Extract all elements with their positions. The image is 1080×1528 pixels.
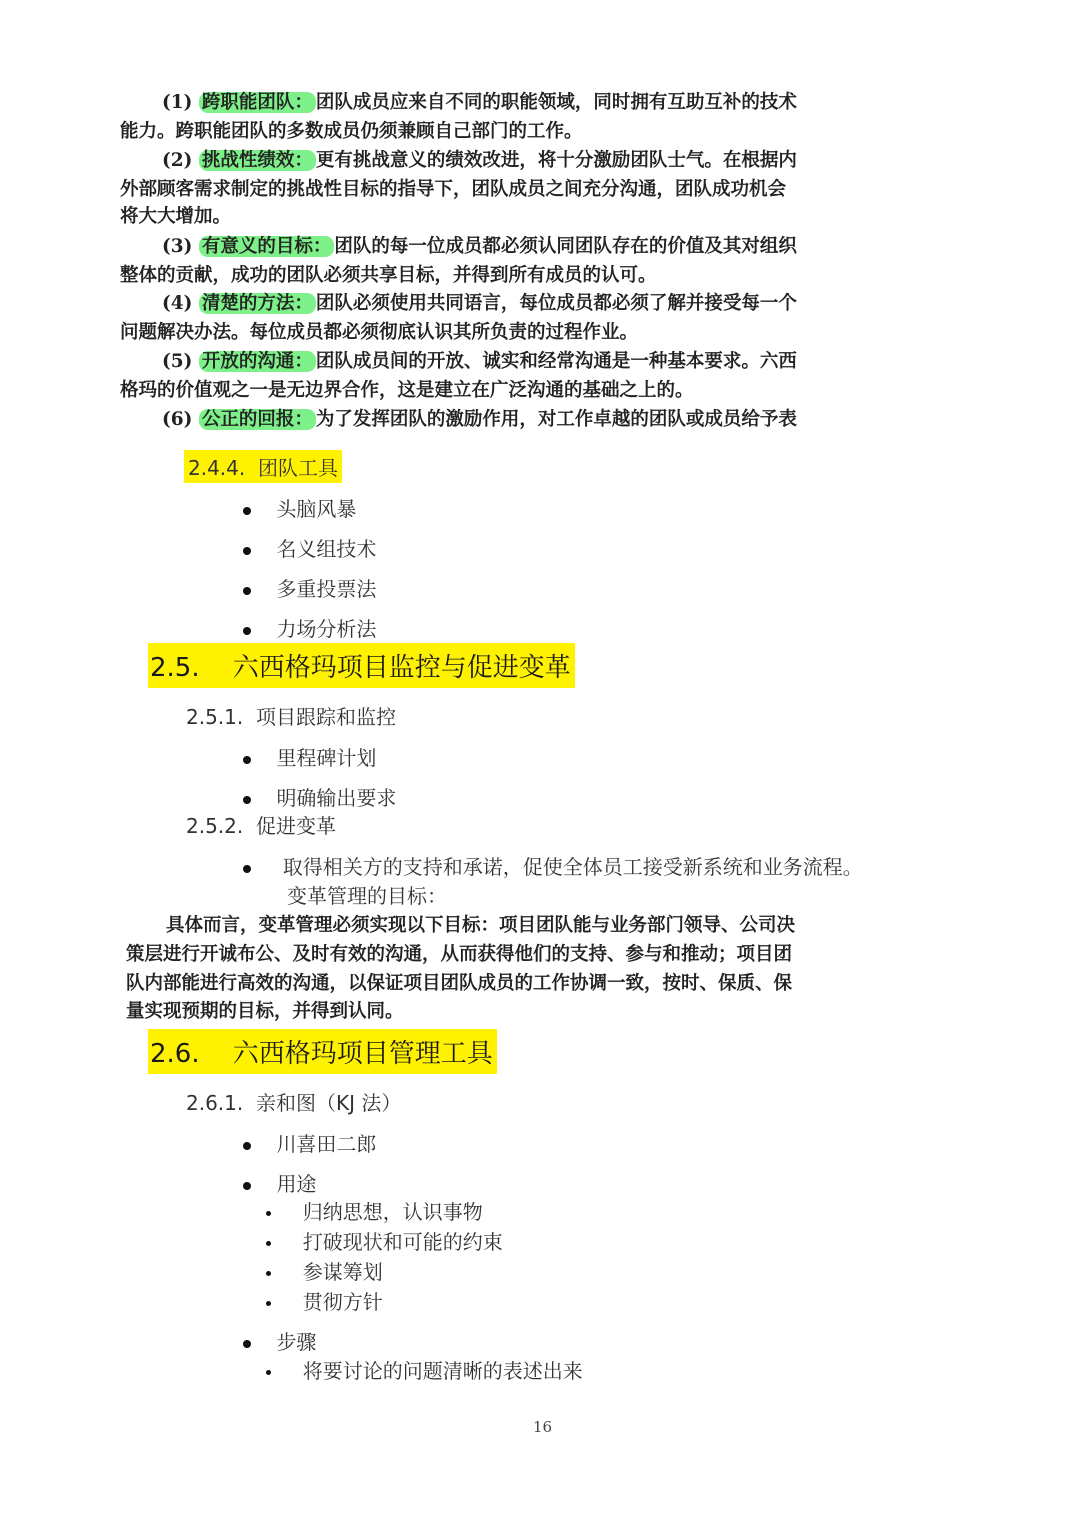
bullet-icon bbox=[243, 796, 251, 804]
page-number: 16 bbox=[533, 1418, 553, 1436]
list-item bbox=[243, 493, 356, 522]
criterion-line: 能力。跨职能团队的多数成员仍须兼顾自己部门的工作。 bbox=[120, 121, 583, 142]
heading-number: 2.5. bbox=[150, 653, 200, 683]
criterion-number: (6) bbox=[162, 409, 193, 430]
list-item-continuation: 变革管理的目标： bbox=[287, 884, 447, 908]
criterion-line: 问题解决办法。每位成员都必须彻底认识其所负责的过程作业。 bbox=[120, 322, 639, 343]
list-item bbox=[243, 1326, 316, 1355]
bullet-icon bbox=[266, 1241, 271, 1246]
criterion-number: (2) bbox=[162, 150, 193, 171]
list-item bbox=[243, 782, 396, 811]
paragraph-line: 量实现预期的目标，并得到认同。 bbox=[126, 1001, 404, 1022]
bullet-icon bbox=[243, 587, 251, 595]
list-item bbox=[243, 742, 376, 771]
heading-number: 2.4.4. bbox=[188, 456, 246, 480]
criterion-text: 为了发挥团队的激励作用，对工作卓越的团队或成员给予表 bbox=[315, 409, 797, 430]
sub-list-item bbox=[266, 1286, 383, 1315]
bullet-icon bbox=[243, 756, 251, 764]
criterion-3-first-line bbox=[162, 232, 797, 258]
criterion-label: 挑战性绩效： bbox=[199, 150, 316, 171]
heading-number: 2.6. bbox=[150, 1039, 200, 1069]
list-item-text: 步骤 bbox=[276, 1330, 317, 1354]
heading-2-6 bbox=[148, 1029, 497, 1074]
list-item-text: 参谋筹划 bbox=[302, 1260, 383, 1284]
criterion-label: 有意义的目标： bbox=[199, 236, 335, 257]
bullet-icon bbox=[266, 1211, 271, 1216]
list-item-text: 名义组技术 bbox=[276, 537, 377, 561]
criterion-label: 开放的沟通： bbox=[199, 351, 316, 372]
heading-2-5 bbox=[148, 643, 575, 688]
list-item-text: 打破现状和可能的约束 bbox=[302, 1230, 503, 1254]
list-item bbox=[243, 1128, 376, 1157]
criterion-6-first-line bbox=[162, 405, 797, 431]
paragraph-line: 具体而言，变革管理必须实现以下目标：项目团队能与业务部门领导、公司决 bbox=[166, 915, 796, 936]
bullet-icon bbox=[266, 1370, 271, 1375]
list-item bbox=[243, 573, 376, 602]
bullet-icon bbox=[243, 1340, 251, 1348]
criterion-label: 清楚的方法： bbox=[199, 293, 316, 314]
list-item bbox=[243, 851, 863, 880]
criterion-5-first-line bbox=[162, 347, 797, 373]
bullet-icon bbox=[243, 547, 251, 555]
heading-number: 2.5.1. bbox=[186, 705, 244, 729]
bullet-icon bbox=[243, 1182, 251, 1190]
criterion-text: 团队的每一位成员都必须认同团队存在的价值及其对组织 bbox=[334, 236, 797, 257]
list-item-text: 将要讨论的问题清晰的表述出来 bbox=[302, 1359, 583, 1383]
list-item-text: 力场分析法 bbox=[276, 617, 377, 641]
heading-title: 促进变革 bbox=[255, 814, 336, 838]
criterion-text: 更有挑战意义的绩效改进，将十分激励团队士气。在根据内 bbox=[315, 150, 797, 171]
bullet-icon bbox=[243, 507, 251, 515]
heading-number: 2.5.2. bbox=[186, 814, 244, 838]
criterion-number: (1) bbox=[162, 92, 193, 113]
list-item-text: 里程碑计划 bbox=[276, 746, 377, 770]
paragraph-line: 队内部能进行高效的沟通，以保证项目团队成员的工作协调一致，按时、保质、保 bbox=[126, 973, 793, 994]
sub-list-item bbox=[266, 1256, 383, 1285]
heading-title: 项目跟踪和监控 bbox=[255, 705, 396, 729]
criterion-text: 团队成员应来自不同的职能领域，同时拥有互助互补的技术 bbox=[315, 92, 797, 113]
bullet-icon bbox=[243, 1142, 251, 1150]
criterion-line: 整体的贡献，成功的团队必须共享目标，并得到所有成员的认可。 bbox=[120, 265, 657, 286]
sub-list-item bbox=[266, 1355, 583, 1384]
bullet-icon bbox=[266, 1301, 271, 1306]
criterion-number: (5) bbox=[162, 351, 193, 372]
criterion-text: 团队必须使用共同语言，每位成员都必须了解并接受每一个 bbox=[315, 293, 797, 314]
sub-list-item bbox=[266, 1196, 483, 1225]
criterion-line: 格玛的价值观之一是无边界合作，这是建立在广泛沟通的基础之上的。 bbox=[120, 380, 694, 401]
criterion-label: 跨职能团队： bbox=[199, 92, 316, 113]
list-item-text: 多重投票法 bbox=[276, 577, 377, 601]
heading-title: 团队工具 bbox=[257, 456, 338, 480]
sub-list-item bbox=[266, 1226, 503, 1255]
heading-2-5-1 bbox=[186, 701, 396, 730]
bullet-icon bbox=[243, 865, 251, 873]
heading-title: 六西格玛项目监控与促进变革 bbox=[232, 653, 571, 683]
criterion-line: 将大大增加。 bbox=[120, 206, 232, 227]
list-item-text: 取得相关方的支持和承诺，促使全体员工接受新系统和业务流程。 bbox=[282, 855, 863, 879]
list-item-text: 明确输出要求 bbox=[276, 786, 397, 810]
heading-number: 2.6.1. bbox=[186, 1091, 244, 1115]
list-item-text: 头脑风暴 bbox=[276, 497, 357, 521]
list-item-text: 川喜田二郎 bbox=[276, 1132, 377, 1156]
heading-2-6-1 bbox=[186, 1087, 401, 1116]
list-item bbox=[243, 1168, 316, 1197]
criterion-number: (3) bbox=[162, 236, 193, 257]
criterion-2-first-line bbox=[162, 146, 797, 172]
bullet-icon bbox=[266, 1271, 271, 1276]
paragraph-line: 策层进行开诚布公、及时有效的沟通，从而获得他们的支持、参与和推动；项目团 bbox=[126, 944, 793, 965]
criterion-number: (4) bbox=[162, 293, 193, 314]
bullet-icon bbox=[243, 627, 251, 635]
criterion-text: 团队成员间的开放、诚实和经常沟通是一种基本要求。六西 bbox=[315, 351, 797, 372]
criterion-label: 公正的回报： bbox=[199, 409, 316, 430]
criterion-4-first-line bbox=[162, 289, 797, 315]
criterion-1-first-line bbox=[162, 88, 797, 114]
list-item-text: 贯彻方针 bbox=[302, 1290, 383, 1314]
list-item-text: 用途 bbox=[276, 1172, 317, 1196]
criterion-line: 外部顾客需求制定的挑战性目标的指导下，团队成员之间充分沟通，团队成功机会 bbox=[120, 179, 787, 200]
list-item-text: 归纳思想，认识事物 bbox=[302, 1200, 483, 1224]
list-item bbox=[243, 613, 376, 642]
heading-title: 亲和图（KJ 法） bbox=[255, 1091, 402, 1115]
heading-2-5-2 bbox=[186, 810, 336, 839]
heading-2-4-4 bbox=[184, 450, 342, 483]
heading-title: 六西格玛项目管理工具 bbox=[232, 1039, 493, 1069]
list-item bbox=[243, 533, 376, 562]
